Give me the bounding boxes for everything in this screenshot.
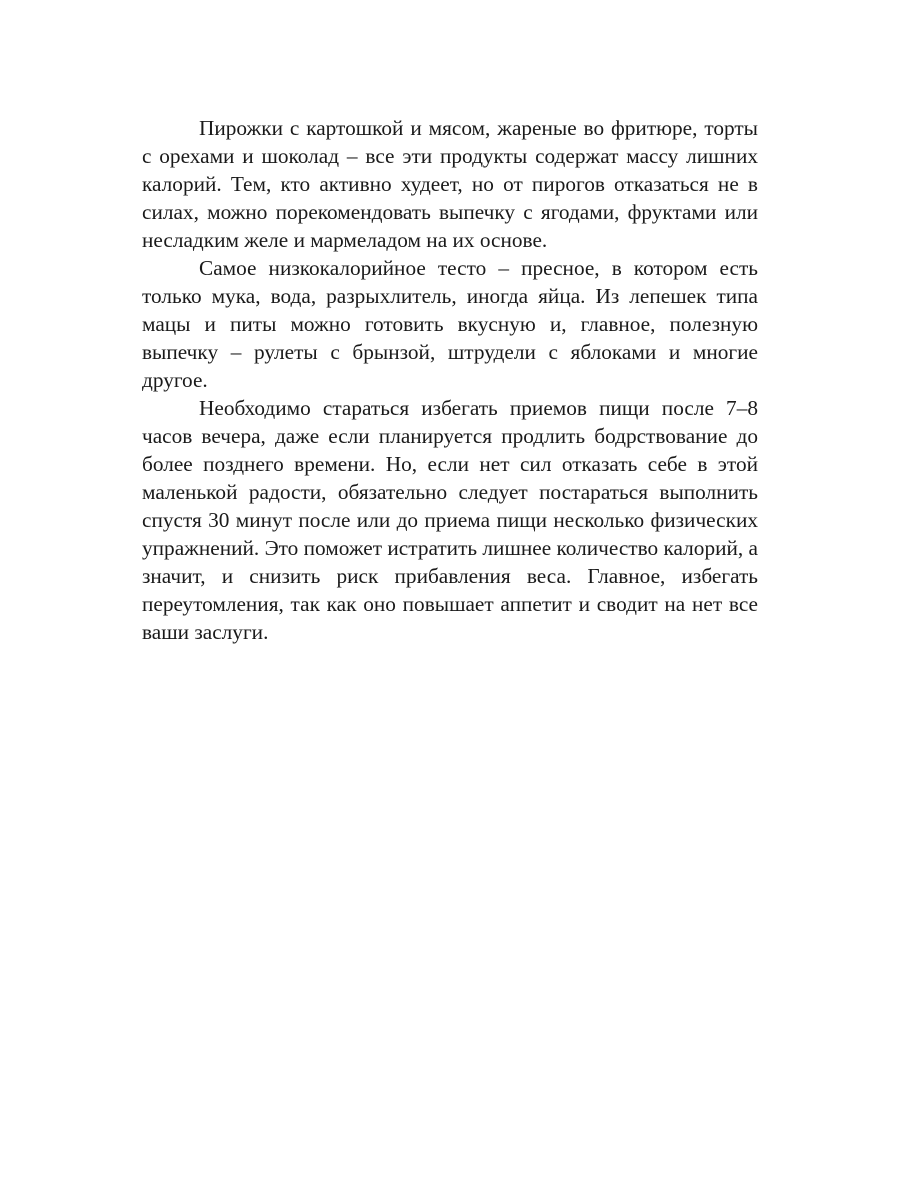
body-text	[142, 114, 758, 646]
paragraph-3: Необходимо стараться избегать приемов пищи после 7–8 часов вечера, даже если планируется продлить бодрствование до более позднего времени. Но, если нет сил отказать себе в этой маленькой радости, обязательно следует постараться выполнить спустя 30 минут после или до приема пищи несколько физических упражнений. Это поможет истратить лишнее количество калорий, а значит, и снизить риск прибавления веса. Главное, избегать переутомления, так как оно повышает аппетит и сводит на нет все ваши заслуги.	[142, 396, 758, 644]
paragraph-2: Самое низкокалорийное тесто – пресное, в котором есть только мука, вода, разрыхлитель, иногда яйца. Из лепешек типа мацы и питы можно готовить вкусную и, главное, полезную выпечку – рулеты с брынзой, штрудели с яблоками и многие другое.	[142, 256, 758, 392]
paragraph-1: Пирожки с картошкой и мясом, жареные во фритюре, торты с орехами и шоколад – все эти продукты содержат массу лишних калорий. Тем, кто активно худеет, но от пирогов отказаться не в силах, можно порекомендовать выпечку с ягодами, фруктами или несладким желе и мармеладом на их основе.	[142, 116, 758, 252]
